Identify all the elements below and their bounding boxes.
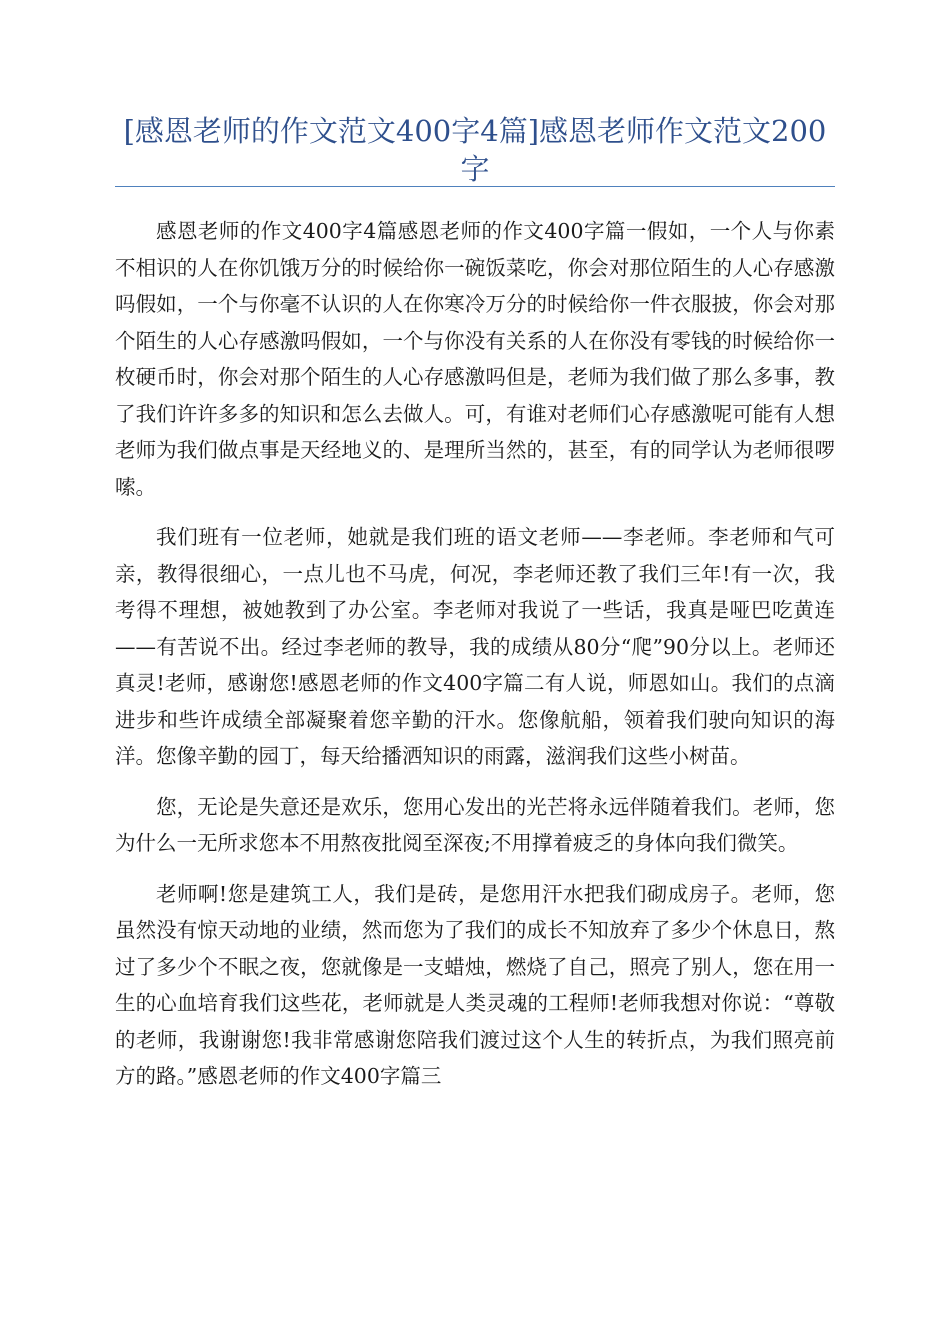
title-underline-divider xyxy=(115,186,835,187)
paragraph-4: 老师啊!您是建筑工人，我们是砖，是您用汗水把我们砌成房子。老师，您虽然没有惊天动地的业绩，然而您为了我们的成长不知放弃了多少个休息日，熬过了多少个不眠之夜，您就像是一支蜡烛，燃烧了自己，照亮了别人，您在用一生的心血培育我们这些花，老师就是人类灵魂的工程师!老师我想对你说：“尊敬的老师，我谢谢您!我非常感谢您陪我们渡过这个人生的转折点，为我们照亮前方的路。”感恩老师的作文400字篇三 xyxy=(115,881,835,1088)
paragraph-1: 感恩老师的作文400字4篇感恩老师的作文400字篇一假如，一个人与你素不相识的人在你饥饿万分的时候给你一碗饭菜吃，你会对那位陌生的人心存感激吗假如，一个与你毫不认识的人在你寒冷万分的时候给你一件衣服披，你会对那个陌生的人心存感激吗假如，一个与你没有关系的人在你没有零钱的时候给你一枚硬币时，你会对那个陌生的人心存感激吗但是，老师为我们做了那么多事，教了我们许许多多的知识和怎么去做人。可，有谁对老师们心存感激呢可能有人想老师为我们做点事是天经地义的、是理所当然的，甚至，有的同学认为老师很啰嗦。 xyxy=(115,219,835,499)
paragraph-2: 我们班有一位老师，她就是我们班的语文老师——李老师。李老师和气可亲，教得很细心，一点儿也不马虎，何况，李老师还教了我们三年!有一次，我考得不理想，被她教到了办公室。李老师对我说了一些话，我真是哑巴吃黄连——有苦说不出。经过李老师的教导，我的成绩从80分“爬”90分以上。老师还真灵!老师，感谢您!感恩老师的作文400字篇二有人说，师恩如山。我们的点滴进步和些许成绩全部凝聚着您辛勤的汗水。您像航船，领着我们驶向知识的海洋。您像辛勤的园丁，每天给播洒知识的雨露，滋润我们这些小树苗。 xyxy=(115,525,835,768)
paragraph-3: 您，无论是失意还是欢乐，您用心发出的光芒将永远伴随着我们。老师，您为什么一无所求您本不用熬夜批阅至深夜;不用撑着疲乏的身体向我们微笑。 xyxy=(115,794,835,855)
document-body xyxy=(115,213,835,1109)
document-title: [感恩老师的作文范文400字4篇]感恩老师作文范文200字 xyxy=(123,114,827,186)
